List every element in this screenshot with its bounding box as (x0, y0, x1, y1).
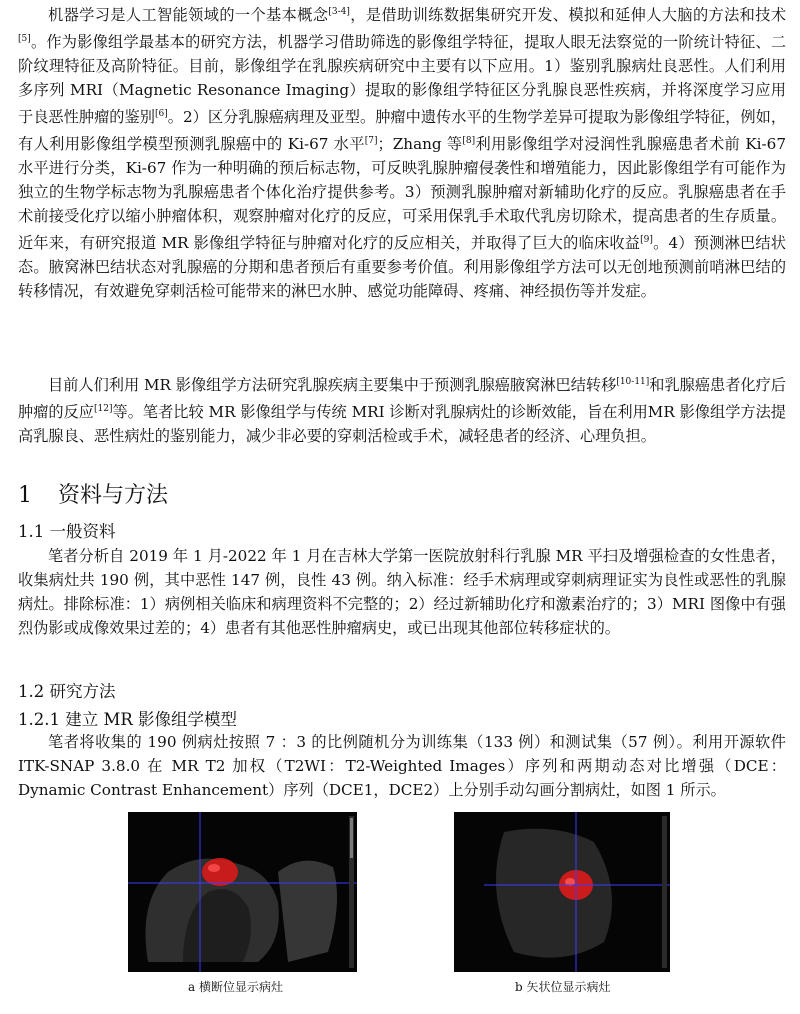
citation: [6] (154, 109, 168, 120)
mri-sagittal-image (454, 812, 670, 972)
section-number: 1 (18, 483, 32, 508)
figure-caption-b: b 矢状位显示病灶 (515, 980, 611, 994)
subsection-heading-1-2-1: 1.2.1 建立 MR 影像组学模型 (18, 710, 238, 729)
intro-section (18, 0, 786, 303)
section-heading-1 (18, 478, 168, 509)
intro-section-2 (18, 370, 786, 448)
citation: [9] (640, 235, 653, 246)
text-run: 。作为影像组学最基本的研究方法，机器学习借助筛选的影像组学特征，提取人眼无法察觉的一阶统计特征、二阶纹理特征及高阶特征。目前，影像组学在乳腺疾病研究中主要有以下应用。1）鉴别乳腺病灶良恶性。人们利用多序列 MRI（Magnetic Resonance Imaging）提取的影像组学特征区分乳腺良恶性疾病，并将深度学习应用于良恶性肿瘤的鉴别 (18, 33, 786, 127)
text-run: 利用影像组学对浸润性乳腺癌患者术前 Ki-67 水平进行分类，Ki-67 作为一种明确的预后标志物，可反映乳腺肿瘤侵袭性和增殖能力，因此影像组学有可能作为独立的生物学标志物为乳腺癌患者个体化治疗提供参考。3）预测乳腺肿瘤对新辅助化疗的反应。乳腺癌患者在手术前接受化疗以缩小肿瘤体积，观察肿瘤对化疗的反应，可采用保乳手术取代乳房切除术，提高患者的生存质量。近年来，有研究报道 MR 影像组学特征与肿瘤对化疗的反应相关，并取得了巨大的临床收益 (18, 135, 786, 253)
citation: [8] (462, 136, 476, 147)
text-run: 机器学习是人工智能领域的一个基本概念 (48, 6, 329, 25)
text-run: 。2）区分乳腺癌病理及亚型。肿瘤中遗传水平的生物学差异可提取为影像组学特征，例如，有人利用影像组学模型预测乳腺癌中的 Ki-67 水平 (18, 108, 787, 154)
model-building-section (18, 730, 786, 802)
intro-paragraph-1 (18, 0, 786, 303)
mri-sagittal-graphic (454, 812, 670, 972)
general-data-paragraph: 笔者分析自 2019 年 1 月-2022 年 1 月在吉林大学第一医院放射科行乳腺 MR 平扫及增强检查的女性患者，收集病灶共 190 例，其中恶性 147 例，良性 43 例。纳入标准：经手术病理或穿刺病理证实为良性或恶性的乳腺病灶。排除标准：1）病例相关临床和病理资料不完整的；2）经过新辅助化疗和激素治疗的；3）MRI 图像中有强烈伪影或成像效果过差的；4）患者有其他恶性肿瘤病史，或已出现其他部位转移症状的。 (18, 547, 786, 637)
citation: [7] (364, 136, 378, 147)
citation: [12] (94, 404, 113, 415)
subsection-heading-1-1: 1.1 一般资料 (18, 522, 116, 541)
text-run: 等。笔者比较 MR 影像组学与传统 MRI 诊断对乳腺病灶的诊断效能，旨在利用MR 影像组学方法提高乳腺良、恶性病灶的鉴别能力，减少非必要的穿刺活检或手术，减轻患者的经济、心理负担。 (18, 403, 786, 446)
text-run: ；Zhang 等 (377, 135, 463, 154)
text-run: ，是借助训练数据集研究开发、模拟和延伸人大脑的方法和技术 (349, 6, 787, 25)
mri-axial-graphic (128, 812, 357, 972)
mri-axial-image (128, 812, 357, 972)
text-run: 。4）预测淋巴结状态。腋窝淋巴结状态对乳腺癌的分期和患者预后有重要参考价值。利用影像组学方法可以无创地预测前哨淋巴结的转移情况，有效避免穿刺活检可能带来的淋巴水肿、感觉功能障碍、疼痛、神经损伤等并发症。 (18, 234, 786, 301)
citation: [3-4] (328, 7, 350, 17)
figure-caption-a: a 横断位显示病灶 (188, 980, 283, 994)
text-run: 目前人们利用 MR 影像组学方法研究乳腺疾病主要集中于预测乳腺癌腋窝淋巴结转移 (48, 376, 617, 395)
text-run: 和乳腺癌患者化疗后肿瘤的反应 (18, 376, 786, 422)
citation: [10-11] (616, 377, 650, 387)
intro-paragraph-2 (18, 370, 786, 448)
subsection-heading-1-2: 1.2 研究方法 (18, 682, 116, 701)
citation: [5] (18, 34, 31, 45)
general-data-section (18, 544, 786, 640)
model-building-paragraph: 笔者将收集的 190 例病灶按照 7 ：3 的比例随机分为训练集（133 例）和测试集（57 例）。利用开源软件ITK-SNAP 3.8.0 在 MR T2 加权（T2WI：T2-Weighted Images）序列和两期动态对比增强（DCE：Dynamic Contrast Enhancement）序列（DCE1，DCE2）上分别手动勾画分割病灶，如图 1 所示。 (18, 733, 786, 799)
section-title: 资料与方法 (58, 483, 169, 508)
